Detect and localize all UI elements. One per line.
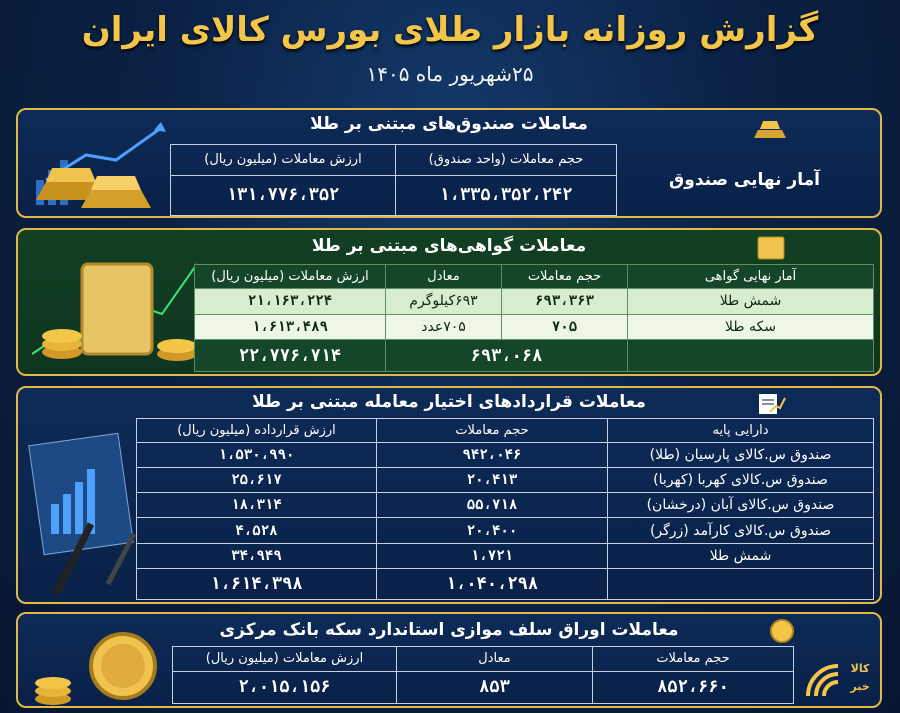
cert-header-equivalent: معادل: [386, 265, 502, 289]
opt-row-value: ۳۴،۹۴۹: [137, 543, 377, 568]
opt-row-volume: ۹۴۲،۰۴۶: [377, 442, 608, 467]
opt-row-volume: ۱،۷۲۱: [377, 543, 608, 568]
certificates-title: معاملات گواهی‌های مبتنی بر طلا: [311, 236, 587, 256]
cert-header-volume: حجم معاملات: [502, 265, 628, 289]
opt-row-volume: ۲۰،۴۰۰: [377, 518, 608, 543]
contract-chart-icon: [756, 392, 786, 420]
cert-total-value: ۲۲،۷۷۶،۷۱۴: [195, 340, 386, 372]
opt-total-value: ۱،۶۱۴،۳۹۸: [137, 568, 377, 599]
page-title: گزارش روزانه بازار طلای بورس کالای ایران: [81, 10, 819, 50]
funds-col-value: ارزش معاملات (میلیون ریال): [171, 145, 396, 176]
analytics-pen-art: [26, 424, 136, 603]
opt-total-volume: ۱،۰۴۰،۲۹۸: [377, 568, 608, 599]
salaf-value: ۲،۰۱۵،۱۵۶: [173, 671, 397, 703]
gold-plate-icon: [754, 234, 788, 266]
opt-row-volume: ۲۰،۴۱۳: [377, 467, 608, 492]
opt-row-value: ۱۸،۳۱۴: [137, 493, 377, 518]
cert-row-equivalent: ۷۰۵عدد: [386, 314, 502, 340]
opt-row-value: ۱،۵۳۰،۹۹۰: [137, 442, 377, 467]
coins-art: [28, 624, 178, 712]
report-date: ۲۵شهریور ماه ۱۴۰۵: [366, 62, 534, 86]
salaf-panel: [16, 612, 882, 708]
opt-header-asset: دارایی پایه: [608, 419, 874, 443]
salaf-header-value: ارزش معاملات (میلیون ریال): [173, 647, 397, 672]
opt-row-volume: ۵۵،۷۱۸: [377, 493, 608, 518]
options-table: [136, 418, 874, 600]
opt-row-asset: صندوق س.کالای کهربا (کهربا): [608, 467, 874, 492]
cert-header-value: ارزش معاملات (میلیون ریال): [195, 265, 386, 289]
cert-total-blank: [628, 340, 874, 372]
cert-header-label: آمار نهایی گواهی: [628, 265, 874, 289]
funds-panel: [16, 108, 882, 218]
cert-row-label: سکه طلا: [628, 314, 874, 340]
funds-value: ۱۳۱،۷۷۶،۳۵۲: [171, 175, 396, 215]
gold-coins-art: [32, 244, 202, 376]
opt-row-asset: شمش طلا: [608, 543, 874, 568]
options-title: معاملات قراردادهای اختیار معامله مبتنی بر طلا: [252, 392, 646, 412]
certificates-panel: [16, 228, 882, 376]
brand-logo: [800, 650, 874, 706]
cert-row-value: ۱،۶۱۳،۴۸۹: [195, 314, 386, 340]
certificates-table: [194, 264, 874, 372]
funds-volume: ۱،۳۳۵،۳۵۲،۲۴۲: [396, 175, 617, 215]
opt-row-asset: صندوق س.کالای آبان (درخشان): [608, 493, 874, 518]
salaf-table: [172, 646, 794, 704]
funds-table: [170, 144, 872, 216]
opt-header-volume: حجم معاملات: [377, 419, 608, 443]
salaf-header-volume: حجم معاملات: [593, 647, 794, 672]
salaf-header-equivalent: معادل: [397, 647, 593, 672]
cert-row-volume: ۶۹۳،۳۶۳: [502, 289, 628, 315]
cert-row-value: ۲۱،۱۶۳،۲۲۴: [195, 289, 386, 315]
cert-total-volume: ۶۹۳،۰۶۸: [386, 340, 628, 372]
funds-col-volume: حجم معاملات (واحد صندوق): [396, 145, 617, 176]
svg-text:خبر: خبر: [850, 680, 870, 693]
opt-total-blank: [608, 568, 874, 599]
gold-bars-icon: [750, 116, 790, 144]
salaf-equivalent: ۸۵۳: [397, 671, 593, 703]
cert-row-equivalent: ۶۹۳کیلوگرم: [386, 289, 502, 315]
cert-row-label: شمش طلا: [628, 289, 874, 315]
options-panel: [16, 386, 882, 604]
opt-row-value: ۴،۵۲۸: [137, 518, 377, 543]
funds-title: معاملات صندوق‌های مبتنی بر طلا: [310, 114, 588, 134]
gold-bars-chart-art: [26, 120, 176, 219]
salaf-volume: ۸۵۲،۶۶۰: [593, 671, 794, 703]
opt-row-value: ۲۵،۶۱۷: [137, 467, 377, 492]
svg-text:کالا: کالا: [850, 662, 870, 675]
opt-row-asset: صندوق س.کالای پارسیان (طلا): [608, 442, 874, 467]
salaf-title: معاملات اوراق سلف موازی استاندارد سکه بانک مرکزی: [219, 620, 679, 640]
funds-row-label: آمار نهایی صندوق: [669, 170, 820, 190]
opt-row-asset: صندوق س.کالای کارآمد (زرگر): [608, 518, 874, 543]
opt-header-value: ارزش قرارداده (میلیون ریال): [137, 419, 377, 443]
cert-row-volume: ۷۰۵: [502, 314, 628, 340]
gold-coin-icon: [768, 618, 796, 648]
